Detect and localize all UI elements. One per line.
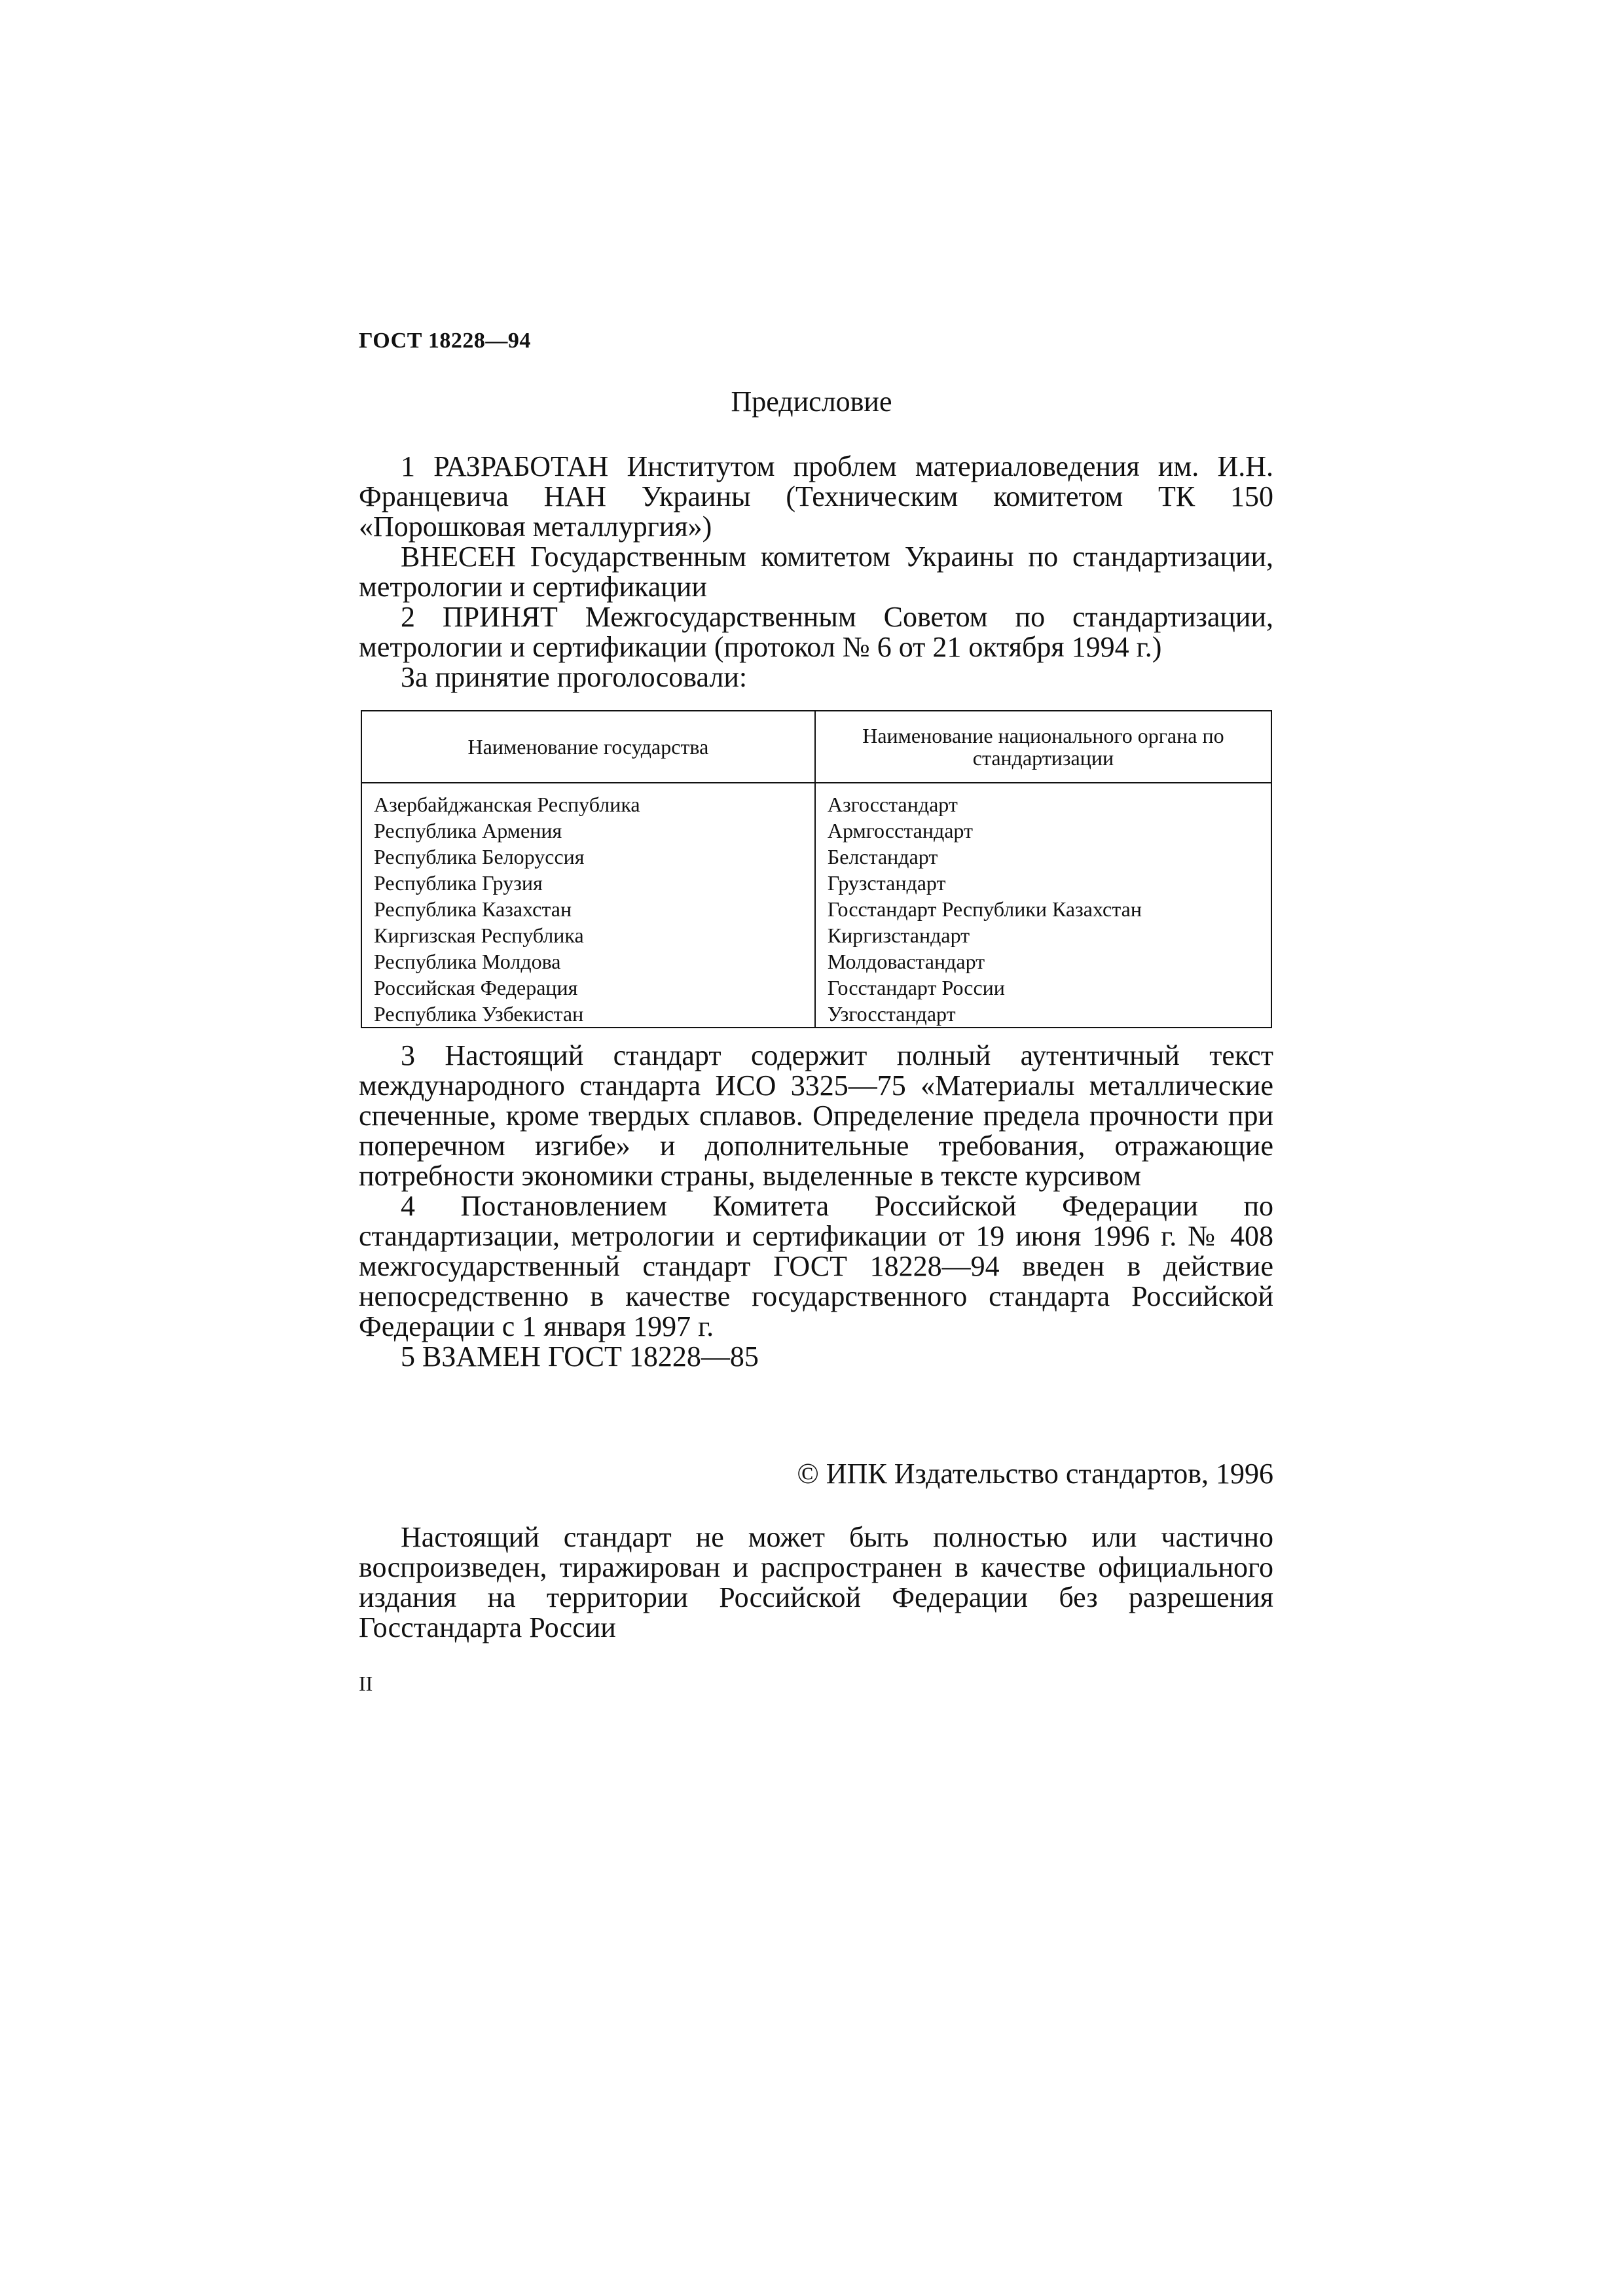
item-enactment: 4 Постановлением Комитета Российской Федерации по стандартизации, метрологии и сертификации от 19 июня 1996 г. № 408 межгосударственный стандарт ГОСТ 18228—94 введен в действие непосредственно в качестве государственного стандарта Российской Федерации с 1 января 1997 г. <box>359 1190 1273 1342</box>
copyright-line: © ИПК Издательство стандартов, 1996 <box>797 1458 1273 1490</box>
item-adopted: 2 ПРИНЯТ Межгосударственным Советом по стандартизации, метрологии и сертификации (протокол № 6 от 21 октября 1994 г.) <box>359 601 1273 663</box>
table-row <box>361 870 1271 896</box>
state-cell: Российская Федерация <box>361 975 815 1001</box>
page-number: II <box>359 1672 373 1695</box>
reproduction-notice: Настоящий стандарт не может быть полностью или частично воспроизведен, тиражирован и распространен в качестве официального издания на территории Российской Федерации без разрешения Госстандарта России <box>359 1521 1273 1643</box>
standard-header: ГОСТ 18228—94 <box>359 329 531 353</box>
reproduction-notice-block <box>359 1522 1273 1643</box>
state-cell: Республика Узбекистан <box>361 1001 815 1028</box>
state-cell: Азербайджанская Республика <box>361 783 815 817</box>
body-cell: Белстандарт <box>815 844 1271 870</box>
item-developed: 1 РАЗРАБОТАН Институтом проблем материаловедения им. И.Н. Францевича НАН Украины (Техническим комитетом ТК 150 «Порошковая металлургия») <box>359 450 1273 543</box>
table-row <box>361 783 1271 817</box>
body-cell: Армгосстандарт <box>815 817 1271 844</box>
state-cell: Республика Грузия <box>361 870 815 896</box>
item-introduced: ВНЕСЕН Государственным комитетом Украины по стандартизации, метрологии и сертификации <box>359 541 1273 603</box>
body-cell: Госстандарт России <box>815 975 1271 1001</box>
body-cell: Грузстандарт <box>815 870 1271 896</box>
state-cell: Республика Белоруссия <box>361 844 815 870</box>
body-cell: Киргизстандарт <box>815 922 1271 948</box>
body-cell: Узгосстандарт <box>815 1001 1271 1028</box>
state-cell: Киргизская Республика <box>361 922 815 948</box>
foreword-items-1-2 <box>359 452 1273 692</box>
table-row <box>361 896 1271 922</box>
table-row <box>361 844 1271 870</box>
state-cell: Республика Армения <box>361 817 815 844</box>
table-row <box>361 817 1271 844</box>
item-iso-text: 3 Настоящий стандарт содержит полный аутентичный текст международного стандарта ИСО 3325—75 «Материалы металлические спеченные, кроме твердых сплавов. Определение предела прочности при поперечном изгибе» и дополнительные требования, отражающие потребности экономики страны, выделенные в тексте курсивом <box>359 1039 1273 1192</box>
body-cell: Молдовастандарт <box>815 948 1271 975</box>
table-row <box>361 975 1271 1001</box>
voted-label: За принятие проголосовали: <box>401 661 748 693</box>
table-row <box>361 922 1271 948</box>
table-row <box>361 948 1271 975</box>
foreword-items-3-5 <box>359 1041 1273 1372</box>
body-cell: Госстандарт Республики Казахстан <box>815 896 1271 922</box>
item-replaces: 5 ВЗАМЕН ГОСТ 18228—85 <box>401 1340 759 1372</box>
state-cell: Республика Казахстан <box>361 896 815 922</box>
table-row <box>361 1001 1271 1028</box>
column-header-body: Наименование национального органа по стандартизации <box>815 711 1271 783</box>
column-header-state: Наименование государства <box>361 711 815 783</box>
body-cell: Азгосстандарт <box>815 783 1271 817</box>
state-cell: Республика Молдова <box>361 948 815 975</box>
voting-table <box>361 710 1272 1028</box>
foreword-title: Предисловие <box>731 386 892 418</box>
